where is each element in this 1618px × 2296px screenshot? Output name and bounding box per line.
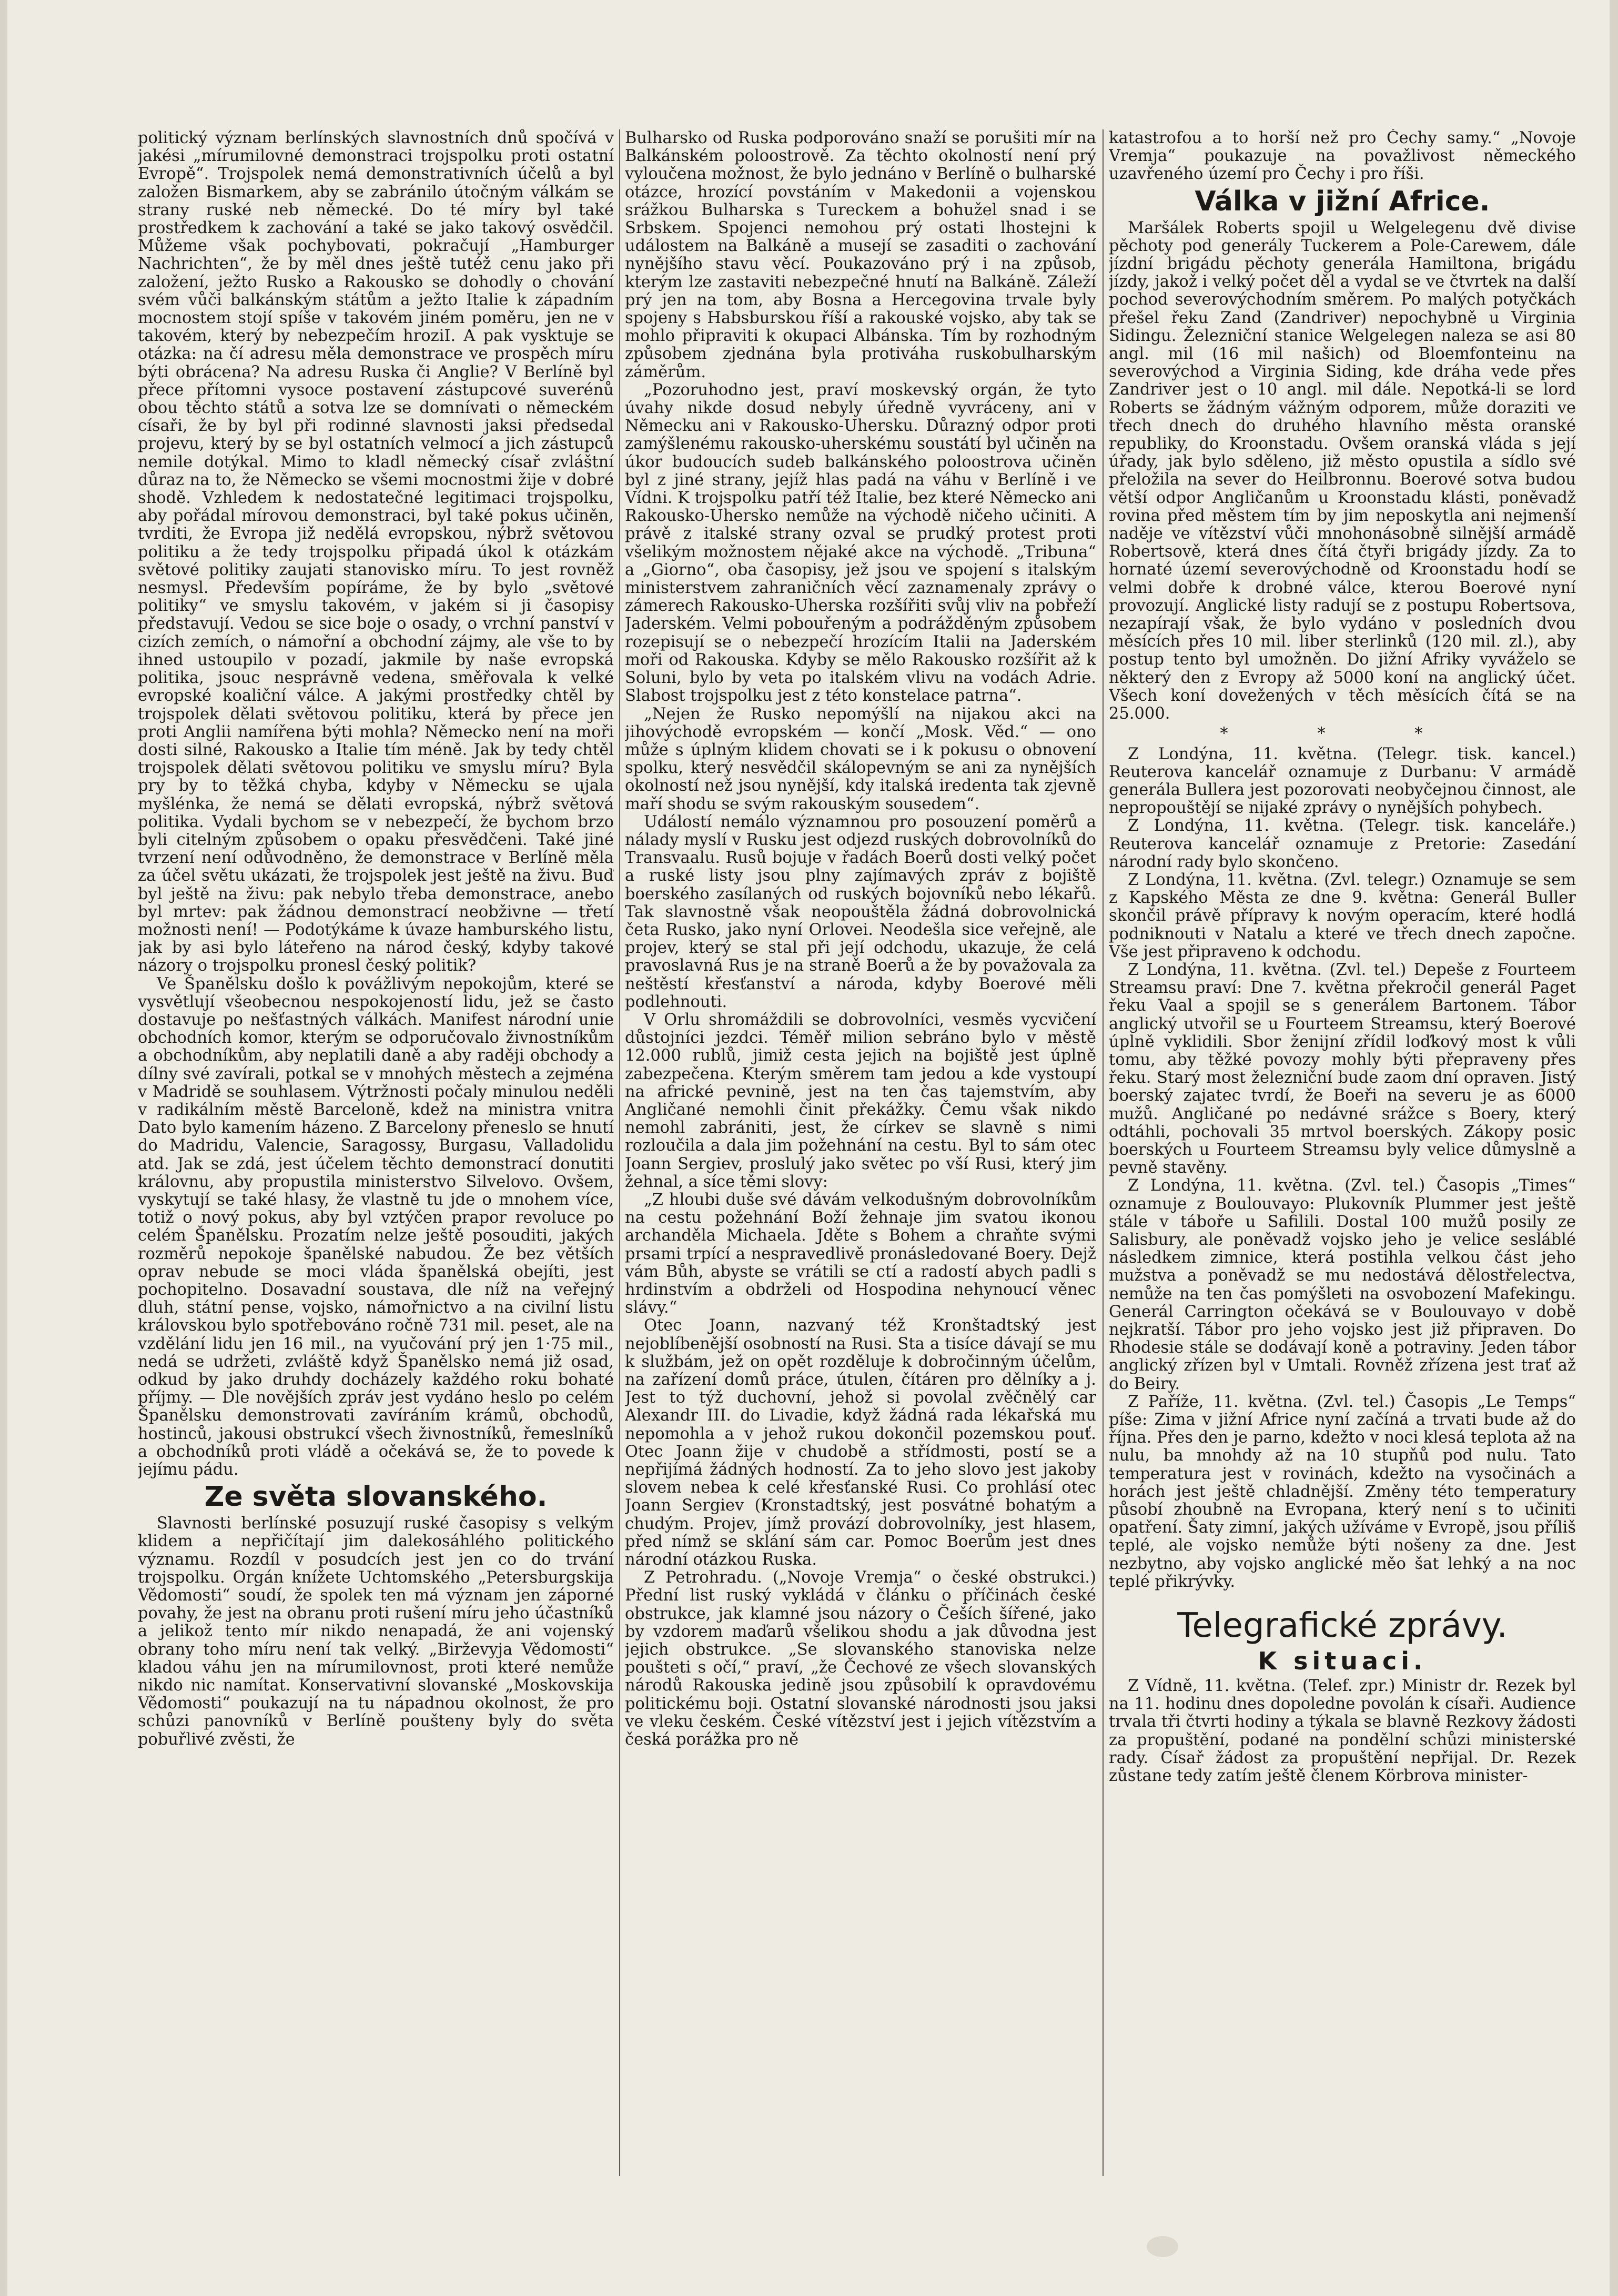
- column-rule-1: [619, 129, 620, 2176]
- page-edge-left: [0, 0, 7, 2296]
- article-paragraph-spain: Ve Španělsku došlo k povážlivým nepokojům, které se vysvětlují všeobecnou nespokojeností lidu, jež se často dostavuje po nešťastných válkách. Manifest národní unie obchodních komor, kterým se odporučovalo živnostníkům a obchodníkům, aby neplatili daně a aby raději obchody a dílny své zavírali, potkal se v mnohých městech a zejména v Madridě se souhlasem. Výtržnosti počaly minulou neděli v radikálním městě Barceloně, kdež na ministra vnitra Dato bylo kamením házeno. Z Barcelony přeneslo se hnutí do Madridu, Valencie, Saragossy, Burgasu, Valladolidu atd. Jak se zdá, jest účelem těchto demonstrací donutiti královnu, aby propustila ministerstvo Silvelovo. Ovšem, vyskytují se také hlasy, že vlastně tu jde o mnohem více, totiž o nový pokus, aby byl vztýčen prapor revoluce po celém Španělsku. Prozatím nelze ještě posouditi, jakých rozměrů nepokoje španělské nabudou. Že bez větších oprav nebude se moci vláda španělská obejíti, jest pochopitelno. Dosavadní soustava, dle níž na veřejný dluh, státní pense, vojsko, námořnictvo a na civilní listu královskou bylo spotřebováno ročně 731 mil. peset, ale na vzdělání lidu jen 16 mil., na vyučování prý jen 1·75 mil., nedá se udržeti, zvláště když Španělsko nemá již osad, odkud by jako druhdy docházely každého roku bohaté příjmy. — Dle novějších zpráv jest vydáno heslo po celém Španělsku demonstrovati zavíráním krámů, obchodů, hostinců, jakousi obstrukcí všech živnostníků, řemeslníků a obchodníků proti vládě a očekává se, že to povede k jejímu pádu.: [138, 974, 614, 1479]
- section-heading-slavic-world: Ze světa slovanského.: [204, 1481, 548, 1513]
- section-separator-stars: * * *: [1220, 724, 1465, 743]
- article-paragraph: „Pozoruhodno jest, praví moskevský orgán, že tyto úvahy nikde dosud nebyly úředně vyvráceny, ani v Německu ani v Rakousko-Uhersku. Důrazný odpor proti zamýšlenému rakousko-uherskému soustátí byl učiněn na úkor budoucích sudeb balkánského poloostrova učiněn byl z jiné strany, jejíž hlas padá na váhu v Berlíně i ve Vídni. K trojspolku patří též Italie, bez které Německo ani Rakousko-Uhersko nemůže na východě ničeho učiniti. A právě z italské strany ozval se prudký protest proti všelikým možnostem nějaké akce na východě. „Tribuna“ a „Giorno“, oba časopisy, jež jsou ve spojení s italským ministerstvem zahraničních věcí zaznamenaly zprávy o zámerech Rakousko-Uherska rozšířiti svůj vliv na pobřeží Jaderském. Velmi pobouřeným a podrážděným způsobem rozepisují se o nebezpečí hrozícím Italii na Jaderském moři od Rakouska. Kdyby se mělo Rakousko rozšířit až k Soluni, bylo by veta po italském vlivu na vodách Adrie. Slabost trojspolku jest z této konstelace patrna“.: [625, 380, 1096, 706]
- page-edge-right: [1610, 0, 1618, 2296]
- article-paragraph: Událostí nemálo významnou pro posouzení poměrů a nálady myslí v Rusku jest odjezd ruských dobrovolníků do Transvaalu. Rusů bojuje v řadách Boerů dosti velký počet a ruské listy jsou plny zajímavých zpráv z bojiště boerského zasílaných od ruských bojovníků nebo lékařů. Tak slavnostně však neopouštěla žádná dobrovolnická četa Rusko, jako nyní Orlovei. Neodešla sice veřejně, ale projev, který se stal při její odchodu, ukazuje, že celá pravoslavná Rus je na straně Boerů a že by považovala za neštěstí křesťanství a národa, kdyby Boerové měli podlehnouti.: [625, 812, 1096, 1011]
- news-dispatch: Z Londýna, 11. května. (Zvl. tel.) Depeše z Fourteem Streamsu praví: Dne 7. května překročil generál Paget řeku Vaal a spojil se s generálem Bartonem. Tábor anglický utvořil se u Fourteem Streamsu, který Boerové úplně vyklidili. Sbor ženijní zřídil loďkový most k vůli tomu, aby těžké povozy mohly býti přepraveny přes řeku. Starý most železniční bude zaom dní opraven. Jistý boerský zajatec tvrdí, že Boeři na severu je as 6000 mužů. Angličané po nedávné srážce s Boery, který odtáhli, pochovali 35 mrtvol boerských. Zákopy posic boerských u Fourteem Streamsu byly velice důmyslně a pevně stavěny.: [1109, 960, 1576, 1177]
- news-dispatch: Z Londýna, 11. května. (Zvl. telegr.) Oznamuje se sem z Kapského Města ze dne 9. května: Generál Buller skončil právě přípravy k novým operacím, které hodlá podniknouti v Natalu a které ve třech dnech započne. Vše jest připraveno k odchodu.: [1109, 870, 1576, 961]
- section-heading-south-africa-war: Válka v jižní Africe.: [1195, 185, 1490, 217]
- article-paragraph: „Z hloubi duše své dávám velkodušným dobrovolníkům na cestu požehnání Boží žehnaje jim svatou ikonou archanděla Michaela. Jděte s Bohem a chraňte svými prsami trpící a nespravedlivě pronásledované Boery. Dejž vám Bůh, abyste se vrátili se ctí a radostí abych padli s hrdinstvím a obdrželi od Hospodina nehynoucí věnec slávy.“: [625, 1190, 1096, 1317]
- article-paragraph: Bulharsko od Ruska podporováno snaží se porušiti mír na Balkánském poloostrově. Za těchto okolností není prý vyloučena možnost, že bylo jednáno v Berlíně o bulharské otázce, hrozící povstáním v Makedonii a vojenskou srážkou Bulharska s Tureckem a bohužel snad i se Srbskem. Spojenci nemohou prý ostati lhostejni k událostem na Balkáně a musejí se zasaditi o zachování nynějšího stavu věcí. Poukazováno prý i na způsob, kterým lze zastaviti nebezpečné hnutí na Balkáně. Záleží prý jen na tom, aby Bosna a Hercegovina trvale byly spojeny s Habsburskou říší a rakouské vojsko, aby tak se mohlo připraviti k okupaci Albánska. Tím by rozhodným způsobem zjednána byla protiváha ruskobulharským záměrům.: [625, 129, 1096, 381]
- article-paragraph: Otec Joann, nazvaný též Kronštadtský jest nejoblíbenější osobností na Rusi. Sta a tisíce dávají se mu k službám, jež on opět rozděluje k dobročinným účelům, na zařízení domů práce, útulen, čítáren pro dělníky a j. Jest to týž duchovní, jehož si povolal zvěčnělý car Alexandr III. do Livadie, když žádná rada lékařská mu nepomohla a v jehož rukou dokončil pozemskou pouť. Otec Joann žije v chudobě a střídmosti, postí se a nepřijímá žádných hodností. Za to jeho slovo jest jakoby slovem nebea k celé křesťanské Rusi. Co prohlásí otec Joann Sergiev (Kronstadtský, jest posvátné bohatým a chudým. Projev, jímž provází dobrovolníky, jest hlasem, před nímž se sklání sám car. Pomoc Boerům jest dnes národní otázkou Ruska.: [625, 1316, 1096, 1569]
- news-dispatch: Z Vídně, 11. května. (Telef. zpr.) Ministr dr. Rezek byl na 11. hodinu dnes dopoledne povolán k císaři. Audience trvala tři čtvrti hodiny a týkala se blavně Rezkovy žádosti za propuštění, podané na pondělní schůzi ministerské rady. Císař žádost za propuštění nepřijal. Dr. Rezek zůstane tedy zatím ještě členem Körbrova minister-: [1109, 1677, 1576, 1786]
- column-rule-2: [1103, 129, 1104, 2176]
- article-paragraph: Maršálek Roberts spojil u Welgelegenu dvě divise pěchoty pod generály Tuckerem a Pole-Carewem, dále jízdní brigádu pěchoty generála Hamiltona, brigádu jízdy, jakož i velký počet děl a vydal se ve čtvrtek na další pochod severovýchodním směrem. Po malých potyčkách přešel řeku Zand (Zandriver) nepochybně u Virginia Sidingu. Železniční stanice Welgelegen naleza se asi 80 angl. mil (16 mil našich) od Bloemfonteinu na severovýchod a Virginia Siding, kde dráha vede přes Zandriver jest o 10 angl. mil dále. Nepotká-li se lord Roberts se žádným vážným odporem, může doraziti ve třech dnech do druhého hlavního města oranské republiky, do Kroonstadu. Ovšem oranská vláda s její úřady, jak bylo sděleno, již město opustila a sídlo své přeložila na sever do Heilbronnu. Boerové sotva budou větší odpor Angličanům u Kroonstadu klásti, poněvadž rovina před městem tím by jim neposkytla ani nejmenší naděje ve vítězství vůči mnohonásobně silnější armádě Robertsově, která dnes čítá čtyři brigády jízdy. Za to hornaté území severovýchodně od Kroonstadu hodí se velmi dobře k drobné válce, kterou Boerové nyní provozují. Anglické listy radují se z postupu Robertsova, nezapírají však, že bylo vydáno v posledních dvou měsících přes 10 mil. liber sterlinků (120 mil. zl.), aby postup tento byl umožněn. Do jižní Afriky vyváželo se některý den z Evropy až 5000 koní na anglický účet. Všech koní dovežených v těch měsících čítá se na 25.000.: [1109, 218, 1576, 723]
- article-paragraph: politický význam berlínských slavnostních dnů spočívá v jakési „mírumilovné demonstraci trojspolku proti ostatní Evropě“. Trojspolek nemá demonstrativních účelů a byl založen Bismarkem, aby se zabránilo útočným válkám se strany ruské neb německé. Do té míry byl také prostředkem k zachování a také se jako takový osvědčil. Můžeme však pochybovati, pokračují „Hamburger Nachrichten“, že by měl dnes ještě tutéž cenu jako při založení, ježto Rusko a Rakousko se dohodly o chování svém vůči balkánským státům a ježto Italie k západním mocnostem stojí spíše v takovém jiném poměru, jen ne v takovém, který by nebezpečím hroziI. A pak vysktuje se otázka: na čí adresu měla demonstrace ve prospěch míru býti obrácena? Na adresu Ruska či Anglie? V Berlíně byl přece přítomni vysoce postavení zástupcové suverénů obou těchto států a sotva lze se domnívati o německém císaři, že by byl při rodinné slavnosti jaksi předsedal projevu, který by se byl ostatních velmocí a jich zástupců nemile dotýkal. Mimo to kladl německý císař zvláštní důraz na to, že Německo se všemi mocnostmi žije v dobré shodě. Vzhledem k nedostatečné legitimaci trojspolku, aby pořádal mírovou demonstraci, byl také pokus učiněn, tvrditi, že Evropa již nedělá evropskou, nýbrž světovou politiku a že tedy trojspolku připadá úkol k otázkám světové politiky zaujati stanovisko míru. To jest rovněž nesmysl. Především popíráme, že by bylo „světové politiky“ ve smyslu takovém, v jakém si ji časopisy představují. Vedou se sice boje o osady, o vrchní panství v cizích zemích, o námořní a obchodní zájmy, ale vše to by ihned ustoupilo v pozadí, jakmile by naše evropská politika, jsouc nesprávně vedena, směřovala k velké evropské koaliční válce. A jakými prostředky chtěl by trojspolek dělati světovou politiku, která by přece jen proti Anglii namířena býti mohla? Německo není na moři dosti silné, Rakousko a Italie tím méně. Jak by tedy chtěl trojspolek dělati světovou politiku ve smyslu míru? Byla pry by to těžká chyba, kdyby v Německu se ujala myšlénka, že nemá se dělati evropská, nýbrž světová politika. Vydali bychom se v nebezpečí, že bychom brzo byli citelným způsobem o opaku přesvědčeni. Také jiné tvrzení není odůvodněno, že demonstrace v Berlíně měla za účel světu ukázati, že trojspolek jest ještě na živu. Buď byl ještě na živu: pak nebylo třeba demonstrace, anebo byl mrtev: pak žádnou demonstrací neobživne — třetí možnosti není! — Podotýkáme k úvaze hamburského listu, jak by asi bylo láteřeno na národ český, kdyby takové názory o trojspolku pronesl český politik?: [138, 129, 614, 975]
- article-paragraph: Z Petrohradu. („Novoje Vremja“ o české obstrukci.) Přední list ruský vykládá v článku o příčinách české obstrukce, jak klamné jsou názory o Češích šířené, jako by vzdorem maďarů všelikou shodu a jak důvodna jest jejich obstrukce. „Se slovanského stanoviska nelze poušteti s očí,“ praví, „že Čechové ze všech slovanských národů Rakouska jedině jsou způsobilí k opravdovému politickému boji. Ostatní slovanské národnosti jsou jaksi ve vleku českém. České vítězství jest i jejich vítězstvím a česká porážka pro ně: [625, 1568, 1096, 1749]
- column-2: [625, 129, 1096, 2181]
- section-heading-telegraphic-news: Telegrafické zprávy.: [1177, 1606, 1508, 1646]
- article-paragraph: katastrofou a to horší než pro Čechy samy.“ „Novoje Vremja“ poukazuje na považlivost německého uzavřeného území pro Čechy i pro říši.: [1109, 129, 1576, 184]
- news-dispatch: Z Londýna, 11. května. (Zvl. tel.) Časopis „Times“ oznamuje z Boulouvayo: Plukovník Plummer jest ještě stále v táboře u Safilili. Dostal 100 mužů posily ze Salisbury, ale poněvadž vojsko jeho je velice sesláblé následkem zimnice, která postihla velkou část jeho mužstva a poněvadž se mu nedostává dělostřelectva, nemůže na ten čas pomýšleti na osvobození Mafekingu. Generál Carrington očekává se v Boulouvayo v době nejkratší. Tábor pro jeho vojsko jest již připraven. Do Rhodesie stále se dodávají koně a potraviny. Jeden tábor anglický zřízen byl v Umtali. Rovněž zřízena jest trať až do Beiry.: [1109, 1176, 1576, 1393]
- article-paragraph: Slavnosti berlínské posuzují ruské časopisy s velkým klidem a nepřičítají jim dalekosáhlého politického významu. Rozdíl v posudcích jest jen co do trvání trojspolku. Orgán knížete Uchtomského „Petersburgskija Vědomosti“ soudí, že spolek ten má význam jen záporné povahy, že jest na obranu proti rušení míru jeho účastníků a jelikož tento mír nikdo nenapadá, že ani vojenský obrany toho míru není tak velký. „Birževyja Vědomosti“ kladou váhu jen na mírumilovnost, proti které nemůže nikdo nic namítat. Konservativní slovanské „Moskovskija Vědomosti“ poukazují na tu nápadnou okolnost, že pro schůzi panovníků v Berlíně poušteny byly do světa pobuřlivé zvěsti, že: [138, 1514, 614, 1749]
- paper-stain: [1147, 2236, 1178, 2257]
- news-dispatch: Z Paříže, 11. května. (Zvl. tel.) Časopis „Le Temps“ píše: Zima v jižní Africe nyní začíná a trvati bude až do října. Přes den je parno, kdežto v noci klesá teplota až na nulu, ba mnohdy až na 10 stupňů pod nulu. Tato temperatura jest v rovinách, kdežto na vysočinách a horách jest ještě chladnější. Změny této temperatury působí zhoubně na Evropana, který není s to učiniti opatření. Šaty zimní, jakých užíváme v Evropě, jsou příliš teplé, ale vojsko nemůže býti nošeny za dne. Jest nezbytno, aby vojsko anglické měo šat lehký a na noc teplé přikrývky.: [1109, 1392, 1576, 1591]
- column-1: [138, 129, 614, 2181]
- subheading-situation: K situaci.: [1258, 1647, 1427, 1676]
- column-3: [1109, 129, 1576, 2181]
- article-paragraph: „Nejen že Rusko nepomýšlí na nijakou akci na jihovýchodě evropském — končí „Mosk. Věd.“ — ono může s úplným klidem chovati se i k pokusu o obnovení spolku, který nesvědčil skálopevným se ani za nynějších okolností než jsou nynější, kdy italská iredenta tak zjevně maří shodu se svým rakouským sousedem“.: [625, 704, 1096, 813]
- news-dispatch: Z Londýna, 11. května. (Telegr. tisk. kancel.) Reuterova kancelář oznamuje z Durbanu: V armádě generála Bullera jest pozorovati neobyčejnou činnost, ale nepropouštějí se nijaké zprávy o nynějších pohybech.: [1109, 744, 1576, 818]
- news-dispatch: Z Londýna, 11. května. (Telegr. tisk. kanceláře.) Reuterova kancelář oznamuje z Pretorie: Zasedání národní rady bylo skončeno.: [1109, 817, 1576, 871]
- article-paragraph: V Orlu shromáždili se dobrovolníci, vesměs vycvičení důstojníci jezdci. Téměř milion sebráno bylo v městě 12.000 rublů, jimiž cesta jejich na bojiště jest úplně zabezpečena. Kterým směrem tam jedou a kde vystoupí na africké pevnině, jest na ten čas tajemstvím, aby Angličané nemohli činit překážky. Čemu však nikdo nemohl zabrániti, jest, že církev se slavně s nimi rozloučila a dala jim požehnání na cestu. Byl to sám otec Joann Sergiev, proslulý jako světec po vší Rusi, který jim žehnal, a síce těmi slovy:: [625, 1010, 1096, 1191]
